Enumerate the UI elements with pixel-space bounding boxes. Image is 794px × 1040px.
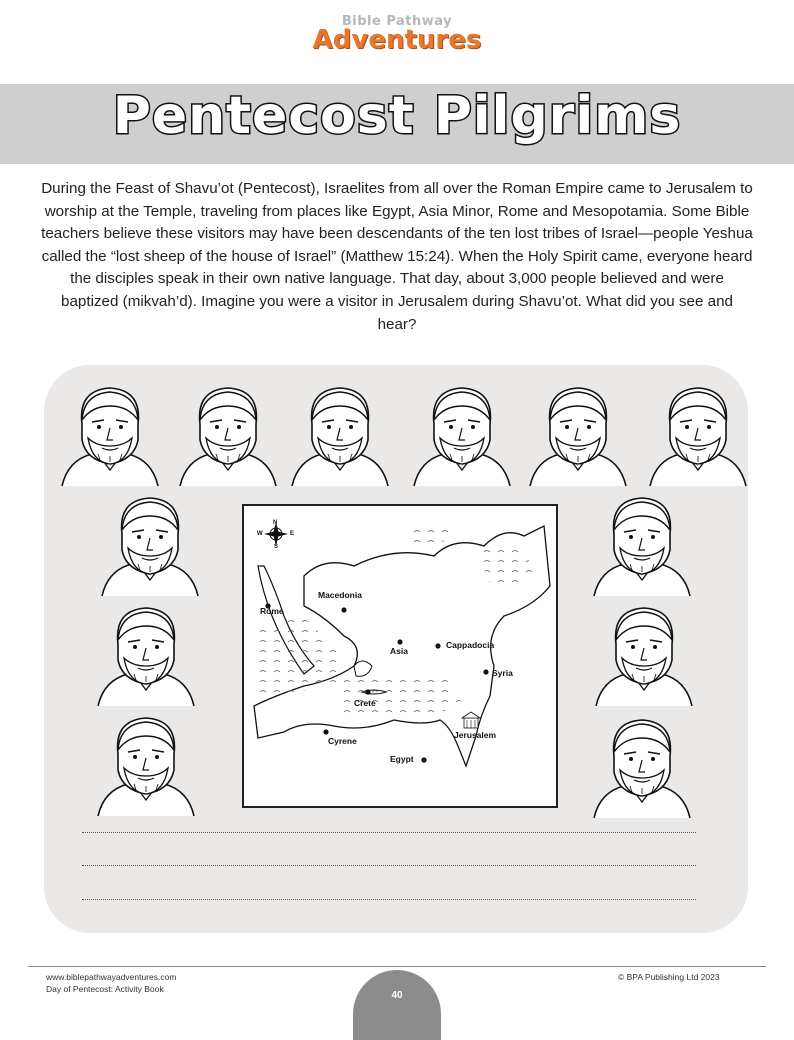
pilgrim-face-9 [94,710,198,816]
writing-line-3[interactable] [82,899,696,900]
label-asia: Asia [390,646,408,656]
syria-dot [483,669,488,674]
cyrene-dot [323,729,328,734]
publisher-logo [0,14,794,55]
logo-line-1: Bible Pathway [341,14,453,29]
pilgrim-face-4 [410,380,514,486]
asia-dot [397,639,402,644]
pilgrim-face-12 [590,712,694,818]
pilgrim-face-6 [646,380,750,486]
compass-north-label: N [273,520,278,526]
cappadocia-dot [435,643,440,648]
compass-west-label: W [257,531,263,537]
label-crete: Crete [354,698,376,708]
label-rome: Rome [260,606,284,616]
pilgrim-face-8 [94,600,198,706]
compass-east-label: E [290,531,295,537]
label-egypt: Egypt [390,754,414,764]
pilgrim-face-11 [592,600,696,706]
label-syria: Syria [492,668,513,678]
label-macedonia: Macedonia [318,590,362,600]
label-cappadocia: Cappadocia [446,640,495,650]
footer-book-title: Day of Pentecost: Activity Book [46,984,164,994]
writing-line-1[interactable] [82,832,696,833]
footer-website: www.biblepathwayadventures.com [46,972,177,982]
writing-line-2[interactable] [82,865,696,866]
pilgrim-face-1 [58,380,162,486]
footer-copyright: © BPA Publishing Ltd 2023 [618,972,720,982]
pilgrim-face-10 [590,490,694,596]
logo-line-2: Adventures [312,25,482,55]
egypt-dot [421,757,426,762]
page-number: 40 [391,990,403,1001]
pilgrim-face-3 [288,380,392,486]
crete-dot [365,689,370,694]
macedonia-dot [341,607,346,612]
pilgrim-face-7 [98,490,202,596]
intro-paragraph: During the Feast of Shavu’ot (Pentecost), Israelites from all over the Roman Empire came to Jerusalem to worship at the Temple, traveling from places like Egypt, Asia Minor, Rome and Mesopotamia. Some Bible teachers believe these visitors may have been descendants of the ten lost tribes of Israel—people Yeshua called the “lost sheep of the house of Israel” (Matthew 15:24). When the Holy Spirit came, everyone heard the disciples speak in their own native language. That day, about 3,000 people believed and were baptized (mikvah’d). Imagine you were a visitor in Jerusalem during Shavu’ot. What did you see and hear? [41,180,753,333]
page-title: Pentecost Pilgrims [112,86,682,146]
label-cyrene: Cyrene [328,736,357,746]
pilgrim-face-2 [176,380,280,486]
compass-south-label: S [274,544,279,550]
sea-texture-east [344,676,464,716]
roman-empire-map [242,504,558,808]
page-number-tab [353,970,441,1040]
pilgrim-face-5 [526,380,630,486]
label-jerusalem: Jerusalem [454,730,497,740]
footer-divider [28,966,766,967]
